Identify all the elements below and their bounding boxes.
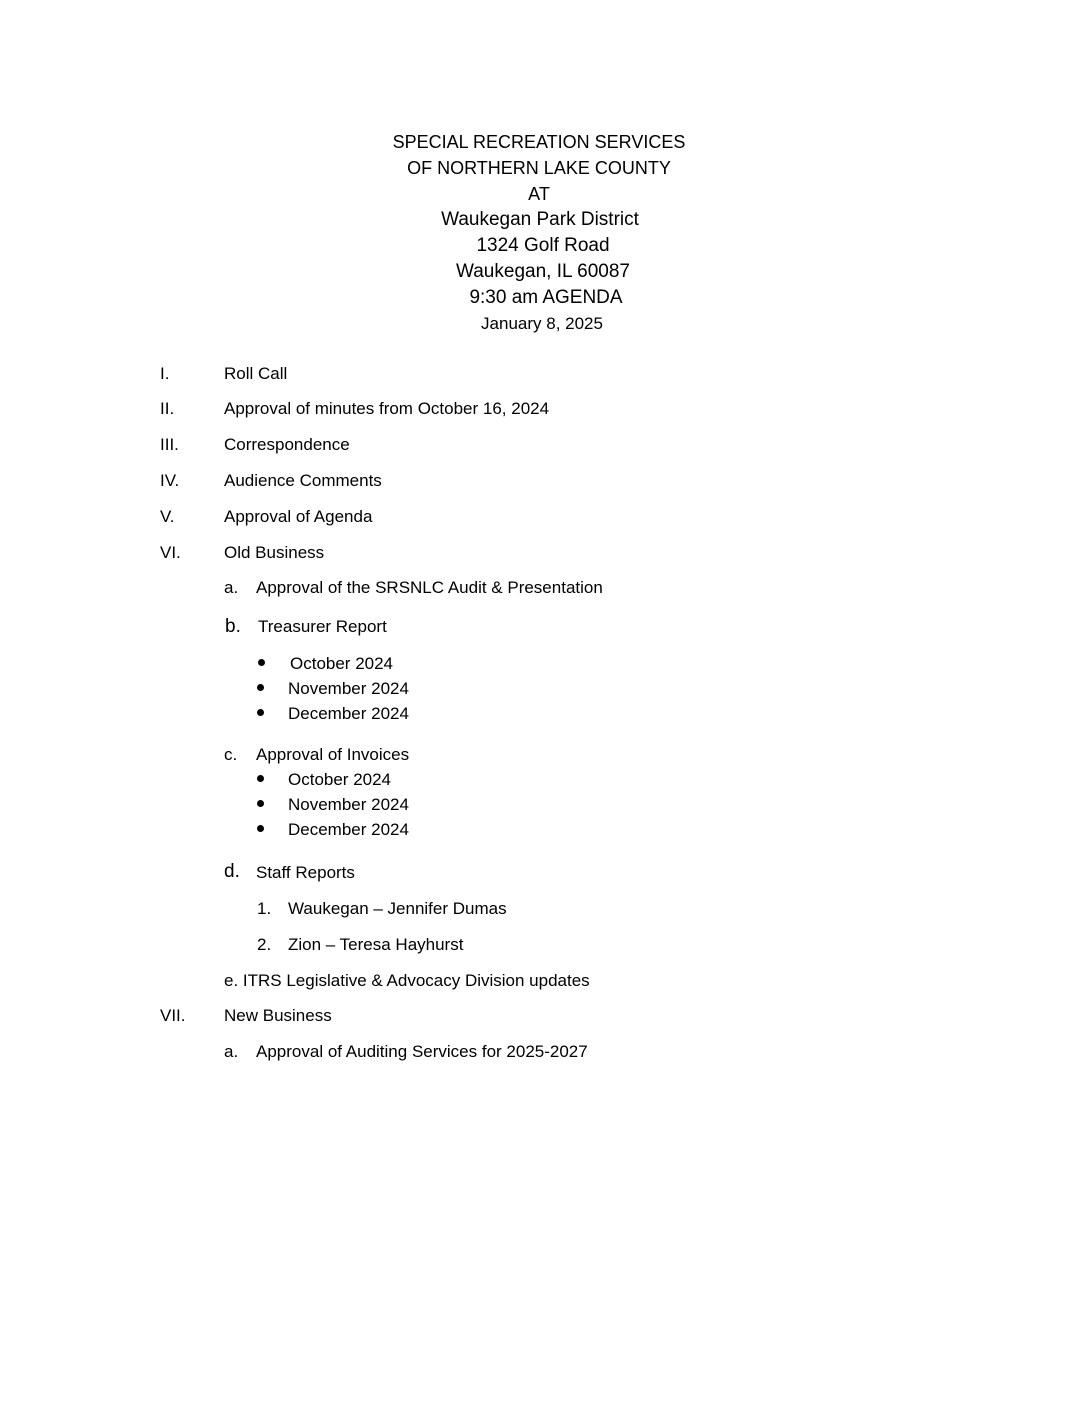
meeting-time-title: 9:30 am AGENDA [469,287,623,308]
subitem-label: Treasurer Report [258,617,387,636]
bullet-icon [257,775,264,782]
venue-address: 1324 Golf Road [476,235,610,256]
agenda-item-label: New Business [224,1006,332,1025]
bullet-icon [257,709,264,716]
bullet-icon [257,684,264,691]
header-at: AT [528,184,550,204]
list-item: October 2024 [288,770,392,789]
subitem-label: Approval of the SRSNLC Audit & Presentation [256,578,603,597]
org-name-line2: OF NORTHERN LAKE COUNTY [407,158,671,178]
numbered-item-number: 2. [257,935,272,954]
subitem-letter: a. [224,578,239,597]
agenda-item-label: Correspondence [224,435,350,454]
numbered-item-number: 1. [257,899,272,918]
agenda-item-number: IV. [160,471,180,490]
org-name-line1: SPECIAL RECREATION SERVICES [392,132,686,152]
numbered-item-label: Waukegan – Jennifer Dumas [288,899,507,918]
agenda-item-number: III. [160,435,179,454]
subitem-label: Approval of Invoices [256,745,410,764]
bullet-icon [257,825,264,832]
bullet-icon [257,800,264,807]
agenda-item-number: VII. [160,1006,186,1025]
list-item: December 2024 [288,704,409,723]
list-item: October 2024 [290,654,394,673]
subitem-label: Staff Reports [256,863,355,882]
venue-name: Waukegan Park District [441,209,639,230]
agenda-item-number: VI. [160,543,181,562]
meeting-date: January 8, 2025 [481,314,603,333]
subitem-label: e. ITRS Legislative & Advocacy Division updates [224,971,590,990]
bullet-icon [258,659,265,666]
agenda-item-number: I. [160,364,170,383]
agenda-item-label: Approval of minutes from October 16, 2024 [224,399,550,418]
agenda-item-label: Approval of Agenda [224,507,373,526]
subitem-label: Approval of Auditing Services for 2025-2027 [256,1042,588,1061]
agenda-item-label: Audience Comments [224,471,382,490]
subitem-letter: d. [224,861,240,882]
agenda-item-number: II. [160,399,175,418]
list-item: November 2024 [288,679,409,698]
numbered-item-label: Zion – Teresa Hayhurst [288,935,464,954]
subitem-letter: a. [224,1042,239,1061]
list-item: December 2024 [288,820,409,839]
venue-city: Waukegan, IL 60087 [456,261,630,282]
list-item: November 2024 [288,795,409,814]
subitem-letter: b. [225,616,241,637]
agenda-item-number: V. [160,507,175,526]
agenda-item-label: Roll Call [224,364,288,383]
agenda-item-label: Old Business [224,543,325,562]
subitem-letter: c. [224,745,238,764]
